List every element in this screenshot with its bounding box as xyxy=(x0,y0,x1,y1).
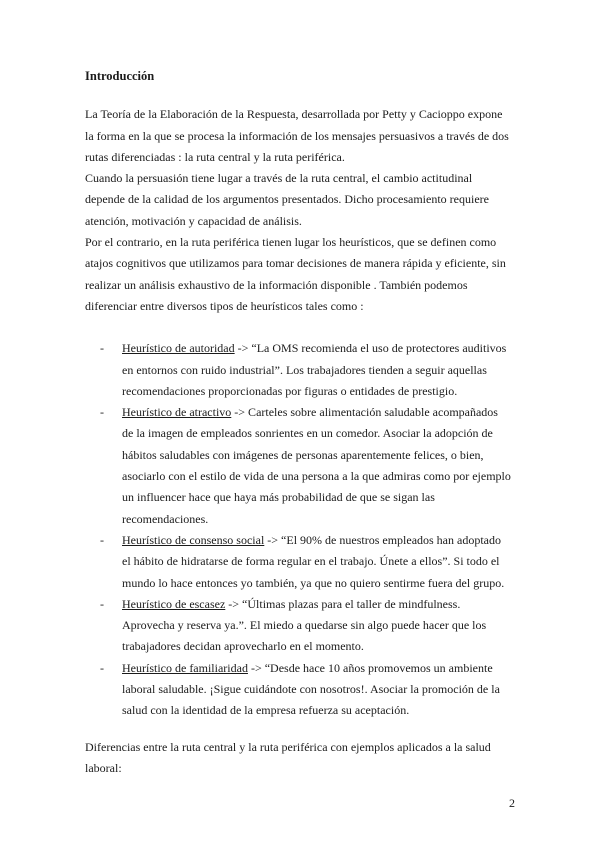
text-line: mundo lo hace entonces yo también, ya que no quiero sentirme fuera del grupo. xyxy=(122,575,505,590)
bullet-text: -> “Desde hace 10 años promovemos un ambiente xyxy=(247,660,493,675)
list-item-heuristico-consenso-social xyxy=(100,530,535,594)
text-line: Aprovecha y reserva ya.”. El miedo a quedarse sin algo puede hacer que los xyxy=(122,618,487,633)
bullet-body xyxy=(122,402,535,530)
bullet-body xyxy=(122,658,535,722)
text-line: asociarlo con el estilo de vida de una persona a la que admiras como por ejemplo xyxy=(122,469,511,484)
list-item-heuristico-escasez xyxy=(100,594,535,658)
bullet-term: Heurístico de familiaridad xyxy=(122,660,248,675)
closing-paragraph xyxy=(85,737,535,780)
bullet-body xyxy=(122,594,535,658)
bullet-marker: - xyxy=(100,596,104,611)
bullet-marker: - xyxy=(100,660,104,675)
bullet-term: Heurístico de autoridad xyxy=(122,341,235,356)
bullet-text: -> Carteles sobre alimentación saludable acompañados xyxy=(231,405,498,420)
bullet-term: Heurístico de consenso social xyxy=(122,532,265,547)
text-line: Cuando la persuasión tiene lugar a través de la ruta central, el cambio actitudinal xyxy=(85,171,473,186)
bullet-text: -> “Últimas plazas para el taller de mindfulness. xyxy=(225,596,461,611)
text-line: La Teoría de la Elaboración de la Respuesta, desarrollada por Petty y Cacioppo expone xyxy=(85,107,503,122)
text-line: trabajadores decidan aprovecharlo en el momento. xyxy=(122,639,364,654)
text-line: diferenciar entre diversos tipos de heurísticos tales como : xyxy=(85,298,364,313)
text-line: de la imagen de empleados sonrientes en un comedor. Asociar la adopción de xyxy=(122,426,493,441)
text-line xyxy=(122,594,535,615)
heuristics-bullet-list xyxy=(100,338,535,721)
text-line: realizar un análisis exhaustivo de la información disponible . También podemos xyxy=(85,277,468,292)
bullet-body xyxy=(122,530,535,594)
intro-paragraph xyxy=(85,104,535,317)
list-item-heuristico-autoridad xyxy=(100,338,535,402)
page-content xyxy=(85,66,535,779)
bullet-text: -> “La OMS recomienda el uso de protectores auditivos xyxy=(234,341,507,356)
text-line: recomendaciones. xyxy=(122,511,209,526)
text-line: en entornos con ruido industrial”. Los trabajadores tienden a seguir aquellas xyxy=(122,362,487,377)
text-line: depende de la calidad de los argumentos presentados. Dicho procesamiento requiere xyxy=(85,192,489,207)
list-item-heuristico-familiaridad xyxy=(100,658,535,722)
text-line: la forma en la que se procesa la información de los mensajes persuasivos a través de dos xyxy=(85,128,509,143)
text-line: laboral saludable. ¡Sigue cuidándote con nosotros!. Asociar la promoción de la xyxy=(122,682,500,697)
page-number: 2 xyxy=(509,796,515,810)
text-line: laboral: xyxy=(85,760,122,775)
text-line: rutas diferenciadas : la ruta central y la ruta periférica. xyxy=(85,149,345,164)
text-line: hábitos saludables con imágenes de personas aparentemente felices, o bien, xyxy=(122,447,484,462)
document-heading: Introducción xyxy=(85,69,155,83)
text-line: atención, motivación y capacidad de análisis. xyxy=(85,213,302,228)
text-line: Diferencias entre la ruta central y la ruta periférica con ejemplos aplicados a la salud xyxy=(85,739,491,754)
text-line: recomendaciones proporcionadas por figuras o entidades de prestigio. xyxy=(122,383,458,398)
text-line: un influencer hace que haya más probabilidad de que se sigan las xyxy=(122,490,435,505)
text-line: el hábito de hidratarse de forma regular en el trabajo. Únete a ellos”. Si todo el xyxy=(122,554,500,569)
bullet-marker: - xyxy=(100,341,104,356)
text-line: Por el contrario, en la ruta periférica tienen lugar los heurísticos, que se definen como xyxy=(85,235,497,250)
text-line: atajos cognitivos que utilizamos para tomar decisiones de manera rápida y eficiente, sin xyxy=(85,256,506,271)
bullet-marker: - xyxy=(100,532,104,547)
bullet-marker: - xyxy=(100,405,104,420)
bullet-body xyxy=(122,338,535,402)
bullet-term: Heurístico de atractivo xyxy=(122,405,232,420)
text-line xyxy=(122,402,535,423)
bullet-text: -> “El 90% de nuestros empleados han adoptado xyxy=(264,532,501,547)
text-line: salud con la identidad de la empresa refuerza su aceptación. xyxy=(122,703,410,718)
text-line xyxy=(122,530,535,551)
text-line xyxy=(122,338,535,359)
bullet-term: Heurístico de escasez xyxy=(122,596,226,611)
list-item-heuristico-atractivo xyxy=(100,402,535,530)
text-line xyxy=(122,658,535,679)
